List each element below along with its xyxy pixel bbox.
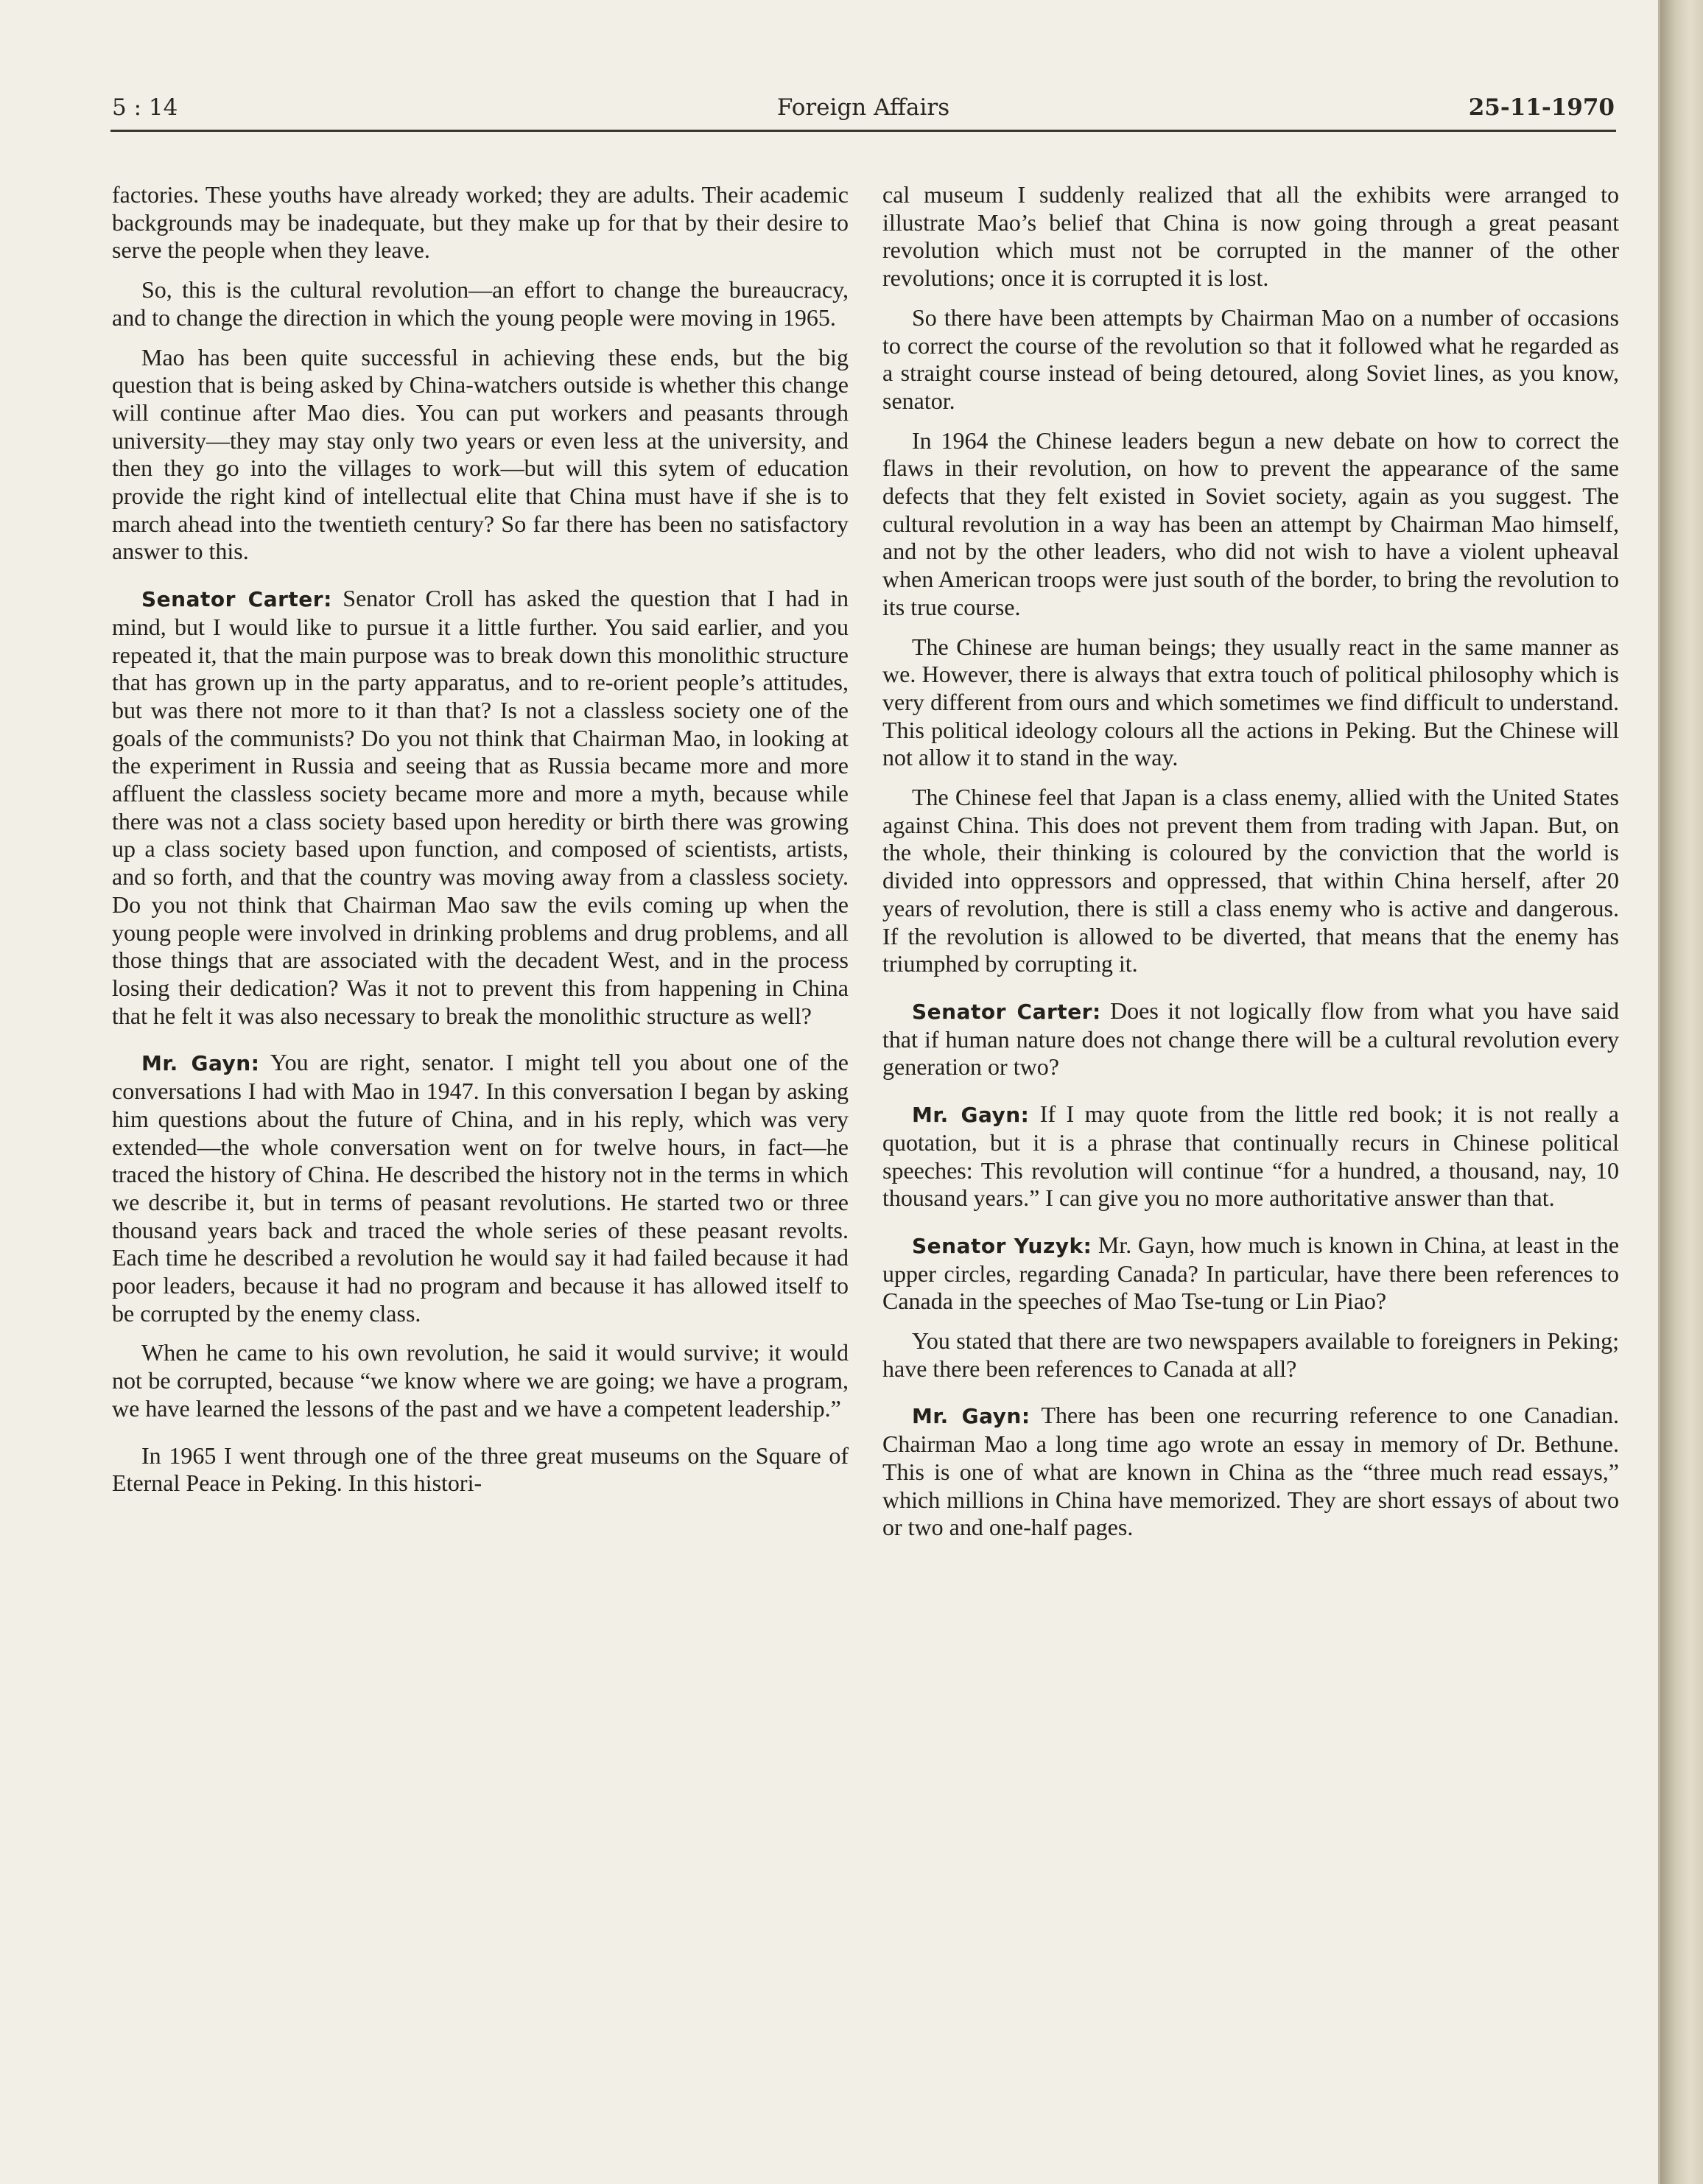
header-page-number: 5 : 14 xyxy=(112,94,178,121)
speech-paragraph xyxy=(882,997,1619,1081)
speaker-label: Senator Carter: xyxy=(141,587,332,612)
paragraph: Mao has been quite successful in achieving these ends, but the big question that is being asked by China-watchers outside is whether this change will continue after Mao dies. You can put workers and peasants through university—they may stay only two years or even less at the university, and then they go into the villages to work—but will this sytem of education provide the right kind of intellectual elite that China must have if she is to march ahead into the twentieth century? So far there has been no satisfactory answer to this. xyxy=(112,343,849,565)
header-rule xyxy=(110,130,1616,132)
paragraph: In 1965 I went through one of the three great museums on the Square of Eternal Peace in Peking. In this histori- xyxy=(112,1442,849,1497)
speaker-label: Mr. Gayn: xyxy=(141,1051,260,1076)
speech-paragraph xyxy=(112,585,849,1030)
speech-paragraph xyxy=(882,1402,1619,1542)
book-spine-edge xyxy=(1660,0,1703,2184)
speech-paragraph xyxy=(882,1232,1619,1316)
paragraph: The Chinese feel that Japan is a class enemy, allied with the United States against China. This does not prevent them from trading with Japan. But, on the whole, their thinking is coloured by the conviction that the world is divided into oppressors and oppressed, that within China herself, after 20 years of revolution, there is still a class enemy who is active and dangerous. If the revolution is allowed to be diverted, that means that the enemy has triumphed by corrupting it. xyxy=(882,784,1619,977)
paragraph: So there have been attempts by Chairman Mao on a number of occasions to correct the course of the revolution so that it followed what he regarded as a straight course instead of being detoured, along Soviet lines, as you know, senator. xyxy=(882,303,1619,414)
speech-text: You are right, senator. I might tell you about one of the conversations I had with Mao in 1947. In this conversation I began by asking him questions about the future of China, and in his reply, which was very extended—the whole conversation went on for twelve hours, in fact—he traced the history of China. He described the history not in the terms in which we describe it, but in terms of peasant revolutions. He started two or three thousand years back and traced the whole series of these peasant revolts. Each time he described a revolution he would say it had failed because it had poor leaders, because it had no program and because it has allowed itself to be corrupted by the enemy class. xyxy=(112,1049,849,1327)
header-date: 25-11-1970 xyxy=(1468,94,1615,121)
page-header xyxy=(112,94,1615,131)
speech-text: Senator Croll has asked the question that I had in mind, but I would like to pursue it a little further. You said earlier, and you repeated it, that the main purpose was to break down this monolithic structure that has grown up in the party apparatus, and to re-orient people’s attitudes, but was there not more to it than that? Is not a classless society one of the goals of the communists? Do you not think that Chairman Mao, in looking at the experiment in Russia and seeing that as Russia became more and more affluent the classless society became more and more a myth, because while there was not a class society based upon heredity or birth there was growing up a class society based upon function, and composed of scientists, artists, and so forth, and that the country was moving away from a classless society. Do you not think that Chairman Mao saw the evils coming up when the young people were involved in drinking problems and drug problems, and all those things that are associated with the decadent West, and in the process losing their dedication? Was it not to prevent this from happening in China that he felt it was also necessary to break the monolithic structure as well? xyxy=(112,585,849,1029)
header-title: Foreign Affairs xyxy=(776,94,950,121)
speaker-label: Mr. Gayn: xyxy=(912,1103,1030,1128)
paragraph: The Chinese are human beings; they usually react in the same manner as we. However, there is always that extra touch of political philosophy which is very different from ours and which sometimes we find difficult to understand. This political ideology colours all the actions in Peking. But the Chinese will not allow it to stand in the way. xyxy=(882,633,1619,771)
speech-text: Mr. Gayn, how much is known in China, at least in the upper circles, regarding Canada? In particular, have there been references to Canada in the speeches of Mao Tse-tung or Lin Piao? xyxy=(882,1231,1619,1315)
speaker-label: Senator Yuzyk: xyxy=(912,1233,1092,1258)
paragraph: So, this is the cultural revolution—an effort to change the bureaucracy, and to change the direction in which the young people were moving in 1965. xyxy=(112,276,849,331)
speech-paragraph xyxy=(112,1049,849,1327)
speaker-label: Mr. Gayn: xyxy=(912,1404,1030,1429)
speech-paragraph xyxy=(882,1100,1619,1212)
left-column xyxy=(112,181,849,1509)
right-column xyxy=(882,181,1619,1553)
speech-text: If I may quote from the little red book; it is not really a quotation, but it is a phrase that continually recurs in Chinese political speeches: This revolution will continue “for a hundred, a thousand, nay, 10 thousand years.” I can give you no more authoritative answer than that. xyxy=(882,1100,1619,1212)
speaker-label: Senator Carter: xyxy=(912,999,1101,1024)
paragraph: factories. These youths have already worked; they are adults. Their academic backgrounds may be inadequate, but they make up for that by their desire to serve the people when they leave. xyxy=(112,181,849,264)
paragraph: When he came to his own revolution, he said it would survive; it would not be corrupted, because “we know where we are going; we have a program, we have learned the lessons of the past and we have a competent leadership.” xyxy=(112,1339,849,1422)
speech-text: Does it not logically flow from what you have said that if human nature does not change there will be a cultural revolution every generation or two? xyxy=(882,997,1620,1081)
paragraph: In 1964 the Chinese leaders begun a new debate on how to correct the flaws in their revolution, on how to prevent the appearance of the same defects that they felt existed in Soviet society, again as you suggest. The cultural revolution in a way has been an attempt by Chairman Mao himself, and not by the other leaders, who did not wish to have a violent upheaval when American troops were just south of the border, to bring the revolution to its true course. xyxy=(882,426,1619,620)
speech-text: There has been one recurring reference to one Canadian. Chairman Mao a long time ago wrote an essay in memory of Dr. Bethune. This is one of what are known in China as the “three much read essays,” which millions in China have memorized. They are short essays of about two or two and one-half pages. xyxy=(882,1402,1620,1541)
paragraph: cal museum I suddenly realized that all the exhibits were arranged to illustrate Mao’s belief that China is now going through a great peasant revolution which must not be corrupted in the manner of the other revolutions; once it is corrupted it is lost. xyxy=(882,181,1619,292)
paragraph: You stated that there are two newspapers available to foreigners in Peking; have there been references to Canada at all? xyxy=(882,1327,1619,1382)
